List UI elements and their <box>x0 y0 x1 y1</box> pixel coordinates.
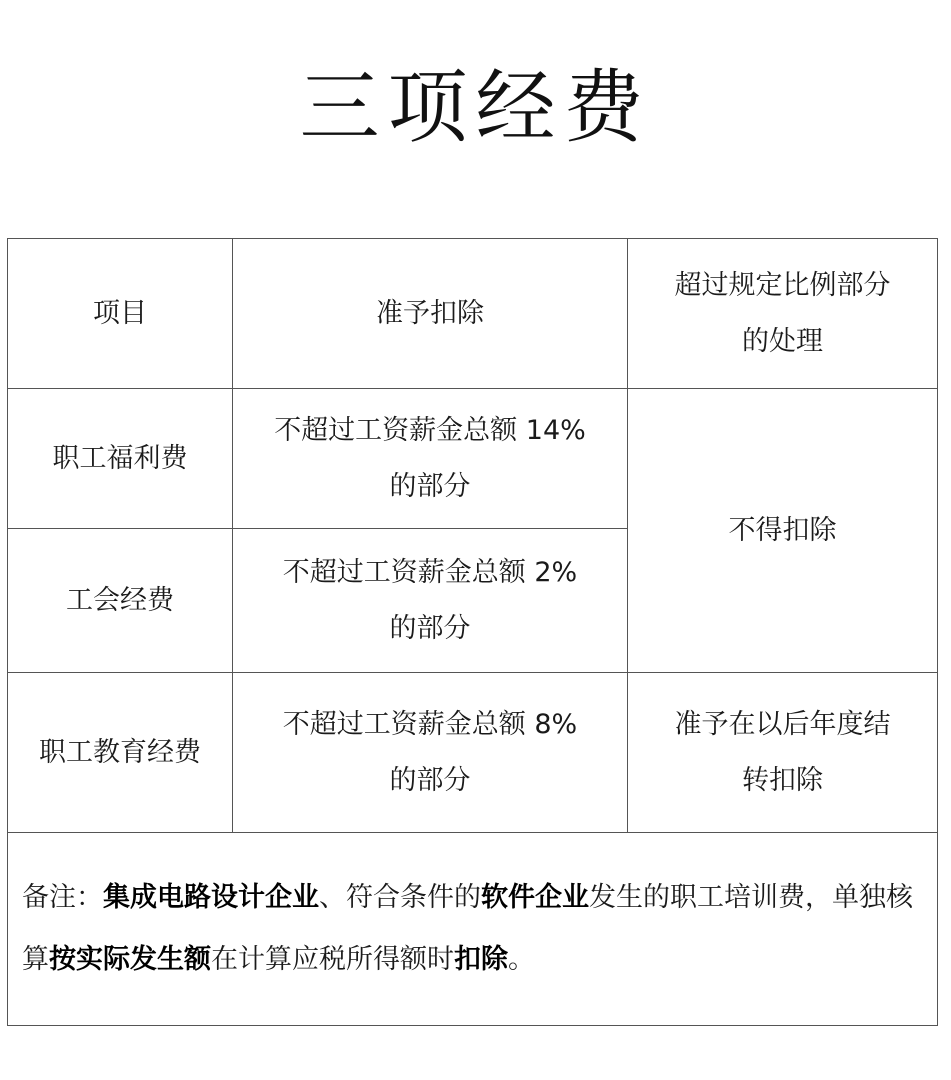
note-bold-actual-amount: 按实际发生额 <box>49 944 211 975</box>
row-limit-cell <box>233 673 628 833</box>
header-excess-cell <box>628 239 938 389</box>
row-limit-cell <box>233 389 628 529</box>
header-excess-line1: 超过规定比例部分 <box>674 269 891 301</box>
limit-line2: 的部分 <box>389 612 471 644</box>
page-title: 三项经费 <box>299 61 652 154</box>
header-excess-line2: 的处理 <box>742 325 823 357</box>
note-text: 。 <box>508 944 535 975</box>
header-item-cell: 项目 <box>8 239 233 389</box>
limit-line2: 的部分 <box>389 470 471 502</box>
limit-line1: 不超过工资薪金总额 14% <box>274 414 586 446</box>
note-text: 训费，单独核算 <box>22 882 913 975</box>
note-label: 备注： <box>22 882 103 913</box>
row-limit-cell <box>233 529 628 673</box>
limit-line2: 的部分 <box>389 764 471 796</box>
table-header-row <box>8 239 938 389</box>
note-text: 、符合条件的 <box>319 882 481 913</box>
limit-line1: 不超过工资薪金总额 8% <box>282 708 578 740</box>
merged-excess-cell: 不得扣除 <box>628 389 938 673</box>
limit-line1: 不超过工资薪金总额 2% <box>282 556 578 588</box>
row-item-cell: 工会经费 <box>8 529 233 673</box>
note-cell <box>8 833 938 1026</box>
note-bold-software: 软件企业 <box>481 882 589 913</box>
fees-table <box>7 238 938 1026</box>
note-text: 在计算应税所得额时 <box>211 944 454 975</box>
note-text: 发生的职工培 <box>589 882 751 913</box>
excess-line2: 转扣除 <box>742 764 823 796</box>
table-row <box>8 673 938 833</box>
row-item-cell: 职工教育经费 <box>8 673 233 833</box>
row-excess-cell <box>628 673 938 833</box>
excess-line1: 准予在以后年度结 <box>674 708 891 740</box>
note-row <box>8 833 938 1026</box>
header-deductible-cell: 准予扣除 <box>233 239 628 389</box>
table-row <box>8 389 938 529</box>
note-bold-ic-design: 集成电路设计企业 <box>103 882 319 913</box>
row-item-cell: 职工福利费 <box>8 389 233 529</box>
note-bold-deduct: 扣除 <box>454 944 508 975</box>
